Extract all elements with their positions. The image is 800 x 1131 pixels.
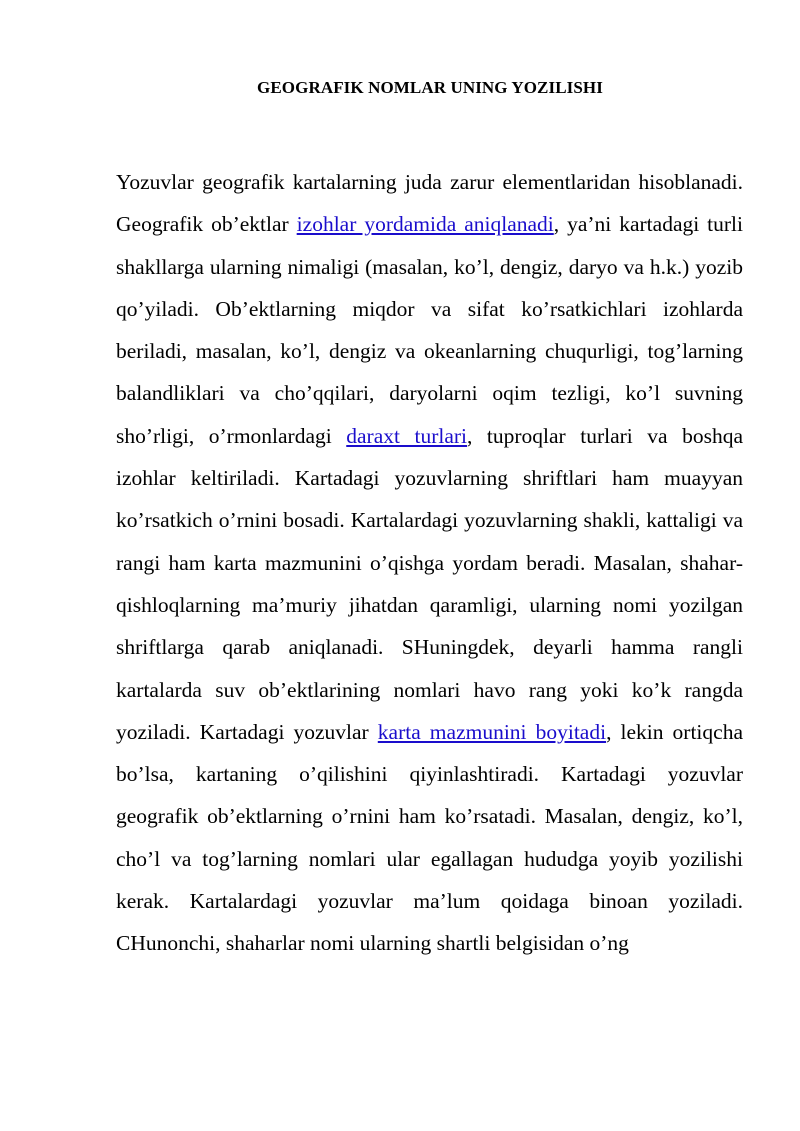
paragraph-text: , tuproqlar turlari va boshqa izohlar keltiriladi. Kartadagi yozuvlarning shriftlari ham muayyan ko’rsatkich o’rnini bosadi. Kartalardagi yozuvlarning shakli, kattaligi va rangi ham karta mazmunini o’qishga yordam beradi. Masalan, shahar-qishloqlarning ma’muriy jihatdan qaramligi, ularning nomi yozilgan shriftlarga qarab aniqlanadi. SHuningdek, deyarli hamma rangli kartalarda suv ob’ektlarining nomlari havo rang yoki ko’k rangda yoziladi. Kartadagi yozuvlar xyxy=(116,423,743,744)
paragraph-text: Yozuvlar geografik kartalarning juda zarur elementlaridan hisoblanadi. Geografik ob’ektlar xyxy=(116,170,743,237)
link-izohlar-yordamida-aniqlanadi[interactable]: izohlar yordamida aniqlanadi xyxy=(296,212,554,237)
paragraph-text: , lekin ortiqcha bo’lsa, kartaning o’qilishini qiyinlashtiradi. Kartadagi yozuvlar geografik ob’ektlarning o’rnini ham ko’rsatadi. Masalan, dengiz, ko’l, cho’l va tog’larning nomlari ular egallagan hududga yoyib yozilishi kerak. Kartalardagi yozuvlar ma’lum qoidaga binoan yoziladi. CHunonchi, shaharlar nomi ularning shartli belgisidan o’ng xyxy=(116,719,743,956)
body-paragraph xyxy=(116,161,743,965)
link-daraxt-turlari[interactable]: daraxt turlari xyxy=(346,423,468,448)
paragraph-text: , ya’ni kartadagi turli shakllarga ularning nimaligi (masalan, ko’l, dengiz, daryo va h.k.) yozib qo’yiladi. Ob’ektlarning miqdor va sifat ko’rsatkichlari izohlarda beriladi, masalan, ko’l, dengiz va okeanlarning chuqurligi, tog’larning balandliklari va cho’qqilari, daryolarni oqim tezligi, ko’l suvning sho’rligi, o’rmonlardagi xyxy=(116,212,743,448)
document-title: GEOGRAFIK NOMLAR UNING YOZILISHI xyxy=(257,78,603,97)
link-karta-mazmunini-boyitadi[interactable]: karta mazmunini boyitadi xyxy=(377,719,607,744)
